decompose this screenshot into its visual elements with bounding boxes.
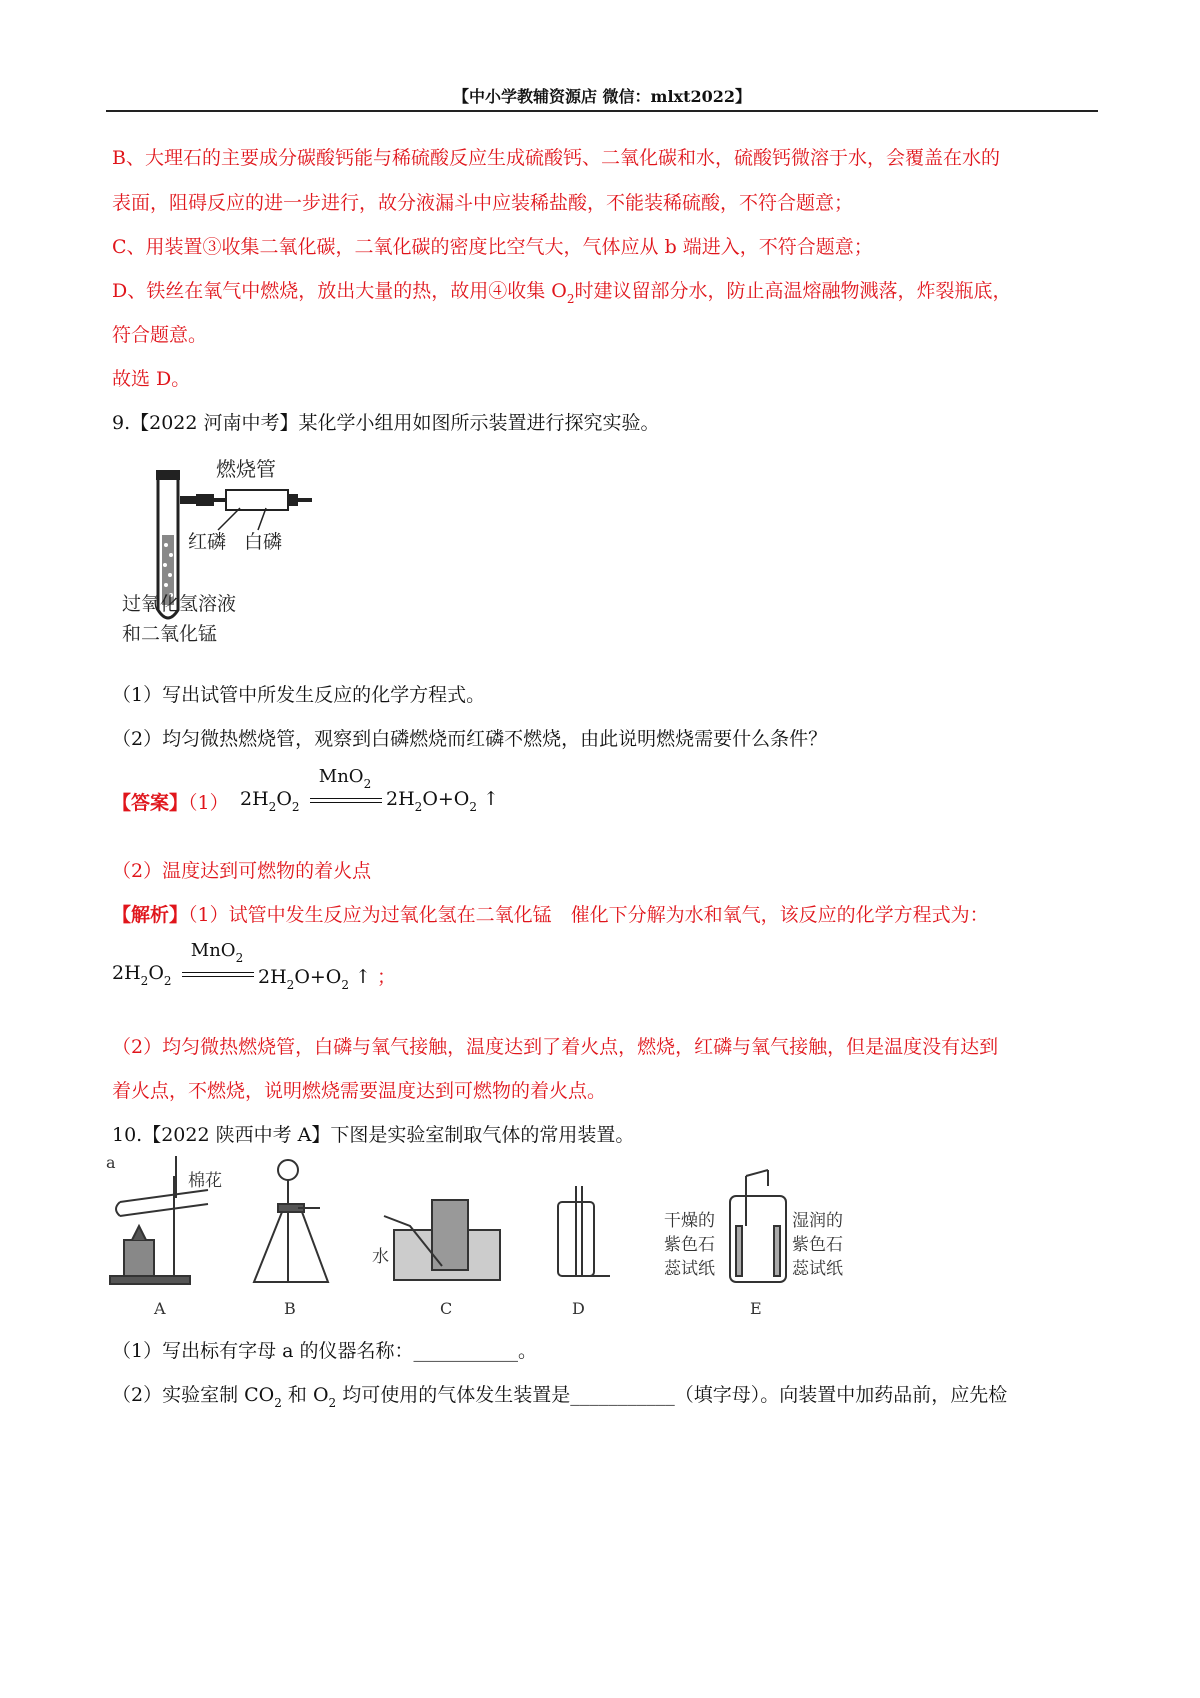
label-dry-3: 蕊试纸 <box>664 1259 715 1279</box>
solution-d-line2: 符合题意。 <box>112 324 208 346</box>
analysis-2-line2: 着火点，不燃烧，说明燃烧需要温度达到可燃物的着火点。 <box>112 1080 607 1102</box>
solution-b-line2: 表面，阻碍反应的进一步进行，故分液漏斗中应装稀盐酸，不能装稀硫酸，不符合题意； <box>112 192 854 214</box>
label-D: D <box>572 1299 585 1318</box>
apparatus-E <box>730 1170 786 1282</box>
label-solution-1: 过氧化氢溶液 <box>122 593 237 615</box>
label-combustion-tube: 燃烧管 <box>216 457 276 481</box>
q10-apparatus-figure <box>106 1153 930 1318</box>
label-solution-2: 和二氧化锰 <box>122 623 218 645</box>
solution-choice: 故选 D。 <box>112 368 191 390</box>
solution-d-line1: D、铁丝在氧气中燃烧，放出大量的热，故用④收集 $O_2$时建议留部分水，防止高温熔融物溅落，炸裂瓶底， <box>112 280 1012 306</box>
label-dry-1: 干燥的 <box>664 1211 715 1231</box>
page-header: 【中小学教辅资源店 微信：mlxt2022】 <box>452 87 752 106</box>
combustion-tube <box>226 490 288 510</box>
label-white-phosphorus: 白磷 <box>244 531 283 553</box>
q9-question-1: （1）写出试管中所发生反应的化学方程式。 <box>112 684 486 706</box>
analysis-1: 【解析】（1）试管中发生反应为过氧化氢在二氧化锰 催化下分解为水和氧气，该反应的化学方程式为： <box>112 904 989 926</box>
label-a: a <box>106 1153 116 1172</box>
solution-b-line1: B、大理石的主要成分碳酸钙能与稀硫酸反应生成硫酸钙、二氧化碳和水，硫酸钙微溶于水，会覆盖在水的 <box>112 147 1000 169</box>
q10-question-2: （2）实验室制 $CO_2$ 和 $O_2$ 均可使用的气体发生装置是___________（填字母）。向装置中加药品前，应先检 <box>112 1384 1008 1410</box>
apparatus-C <box>384 1200 500 1280</box>
q9-stem: 9.【2022 河南中考】某化学小组用如图所示装置进行探究实验。 <box>112 412 660 434</box>
label-C: C <box>440 1299 453 1318</box>
label-wet-3: 蕊试纸 <box>792 1259 843 1279</box>
label-cotton: 棉花 <box>188 1171 222 1191</box>
analysis-equation: $2H_2O_2$ MnO$_2$ $2H_2O+O_2$ ↑ ； <box>112 940 397 992</box>
tube-stopper <box>156 470 180 480</box>
label-red-phosphorus: 红磷 <box>188 531 227 553</box>
label-E: E <box>750 1299 762 1318</box>
answer-tag: 【答案】（1） <box>112 792 229 814</box>
label-water: 水 <box>372 1247 389 1267</box>
answer-2: （2）温度达到可燃物的着火点 <box>112 860 372 882</box>
label-dry-2: 紫色石 <box>664 1235 715 1255</box>
label-wet-1: 湿润的 <box>792 1211 843 1231</box>
q9-question-2: （2）均匀微热燃烧管，观察到白磷燃烧而红磷不燃烧，由此说明燃烧需要什么条件？ <box>112 728 828 750</box>
answer-equation: $2H_2O_2$ MnO$_2$ $2H_2O+O_2$ ↑ <box>240 766 499 814</box>
analysis-2-line1: （2）均匀微热燃烧管，白磷与氧气接触，温度达到了着火点，燃烧，红磷与氧气接触，但是温度没有达到 <box>112 1036 999 1058</box>
solution-c-line: C、用装置③收集二氧化碳，二氧化碳的密度比空气大，气体应从 b 端进入，不符合题意； <box>112 236 873 258</box>
header-divider <box>106 110 1098 112</box>
apparatus-B <box>254 1160 328 1282</box>
q10-question-1: （1）写出标有字母 a 的仪器名称：___________。 <box>112 1340 537 1362</box>
apparatus-D <box>558 1186 610 1276</box>
label-wet-2: 紫色石 <box>792 1235 843 1255</box>
label-B: B <box>284 1299 296 1318</box>
label-A: A <box>154 1299 166 1318</box>
q10-stem: 10.【2022 陕西中考 A】下图是实验室制取气体的常用装置。 <box>112 1124 635 1146</box>
q9-apparatus-figure <box>118 450 348 660</box>
